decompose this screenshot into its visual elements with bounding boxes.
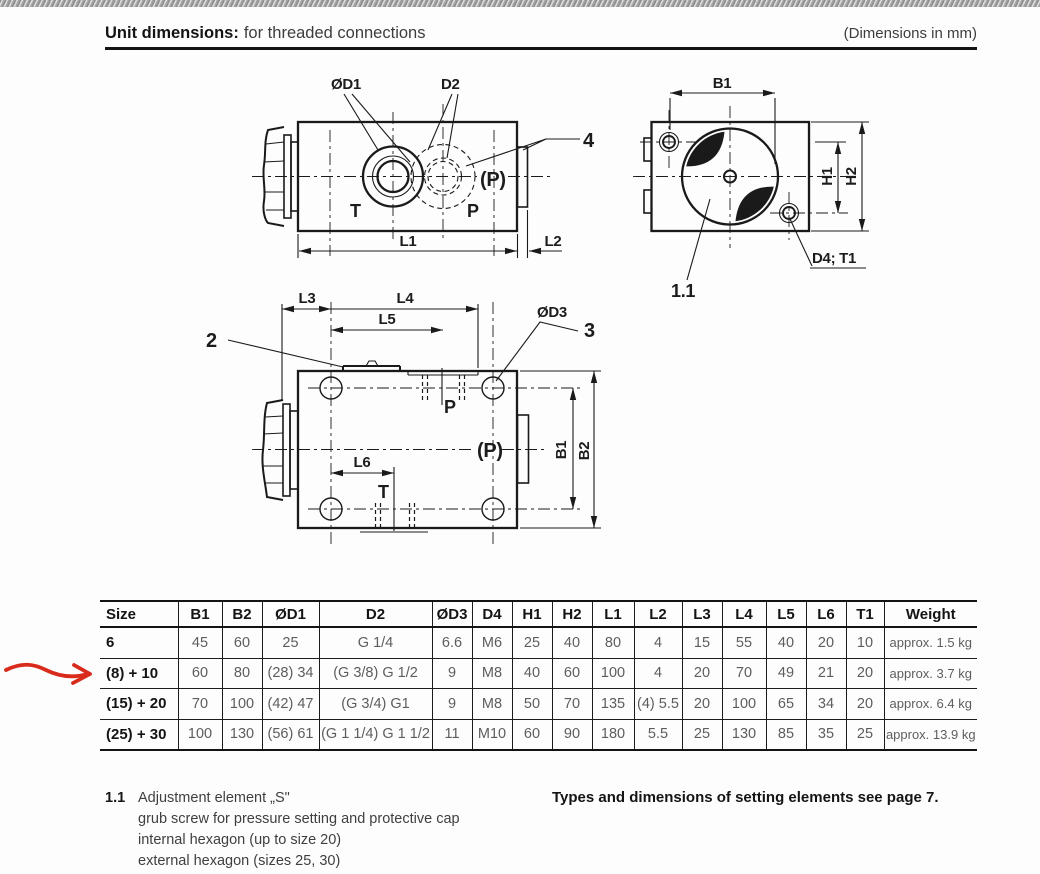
- dimension-lines: [282, 309, 594, 528]
- table-cell: 5.5: [634, 719, 682, 750]
- front-view-drawing: [252, 76, 595, 258]
- table-cell: 21: [806, 658, 846, 689]
- table-cell: 20: [682, 689, 722, 720]
- table-cell: 80: [222, 658, 262, 689]
- column-header: ØD1: [262, 601, 319, 627]
- header-rule: [105, 47, 977, 50]
- label-b1: B1: [553, 440, 570, 460]
- label-l4: L4: [396, 290, 414, 307]
- table-cell: 60: [178, 658, 222, 689]
- centerlines: [252, 302, 580, 548]
- table-cell: 49: [766, 658, 806, 689]
- table-cell: M8: [472, 689, 512, 720]
- label-d2: D2: [441, 76, 460, 93]
- item-3-label: 3: [584, 320, 595, 342]
- label-od1: ØD1: [331, 76, 361, 93]
- column-header: L1: [592, 601, 634, 627]
- table-cell: 25: [262, 627, 319, 658]
- table-cell: (28) 34: [262, 658, 319, 689]
- table-cell: 80: [592, 627, 634, 658]
- setting-elements-note: Types and dimensions of setting elements see page 7.: [552, 789, 939, 806]
- adjustment-knob: [262, 400, 298, 500]
- footnotes: [105, 788, 460, 872]
- port-p-paren-label: (P): [480, 169, 506, 191]
- table-cell: 6.6: [432, 627, 472, 658]
- label-od3: ØD3: [537, 304, 567, 321]
- label-l6: L6: [353, 454, 371, 471]
- table-cell: 100: [722, 689, 766, 720]
- page-header: [105, 24, 977, 46]
- table-cell: 60: [512, 719, 552, 750]
- port-p-label: P: [467, 201, 479, 221]
- port-p-paren-label: (P): [477, 440, 503, 462]
- table-cell: 20: [806, 627, 846, 658]
- table-row-size-6: [100, 627, 977, 658]
- table-cell: 100: [222, 689, 262, 720]
- column-header: L3: [682, 601, 722, 627]
- row-label: (15) + 20: [100, 689, 178, 720]
- table-cell: 100: [592, 658, 634, 689]
- column-header: B1: [178, 601, 222, 627]
- label-l1: L1: [399, 233, 417, 250]
- table-cell: 70: [722, 658, 766, 689]
- footnote-ref: 1.1: [105, 790, 126, 806]
- table-cell: 65: [766, 689, 806, 720]
- table-cell: 4: [634, 627, 682, 658]
- table-cell: approx. 3.7 kg: [884, 658, 977, 689]
- label-b1: B1: [712, 75, 732, 92]
- table-cell: (56) 61: [262, 719, 319, 750]
- item-1-1-label: 1.1: [671, 281, 696, 301]
- table-cell: 4: [634, 658, 682, 689]
- column-header: D4: [472, 601, 512, 627]
- table-cell: 180: [592, 719, 634, 750]
- scan-edge-strip: [0, 0, 1040, 7]
- item-4-label: 4: [583, 130, 594, 152]
- table-cell: 15: [682, 627, 722, 658]
- table-row-size-25-30: [100, 719, 977, 750]
- item-2-label: 2: [206, 330, 217, 352]
- column-header: L2: [634, 601, 682, 627]
- table-cell: (4) 5.5: [634, 689, 682, 720]
- table-cell: 9: [432, 658, 472, 689]
- table-row-size-8-10: [100, 658, 977, 689]
- table-cell: 130: [222, 719, 262, 750]
- label-d4-t1: D4; T1: [812, 250, 857, 267]
- page-title: Unit dimensions:: [105, 24, 239, 42]
- table-cell: 9: [432, 689, 472, 720]
- column-header: B2: [222, 601, 262, 627]
- table-cell: 25: [846, 719, 884, 750]
- column-header: Size: [100, 601, 178, 627]
- label-h1: H1: [819, 167, 836, 186]
- table-header-row: [100, 601, 977, 627]
- table-cell: 45: [178, 627, 222, 658]
- port-t-label: T: [378, 482, 389, 502]
- table-cell: 70: [552, 689, 592, 720]
- column-header: L5: [766, 601, 806, 627]
- table-cell: 25: [512, 627, 552, 658]
- column-header: Weight: [884, 601, 977, 627]
- table-cell: (42) 47: [262, 689, 319, 720]
- leader-lines: [298, 94, 580, 258]
- label-l5: L5: [378, 311, 396, 328]
- label-h2: H2: [843, 167, 860, 186]
- port-t-label: T: [350, 201, 361, 221]
- row-label: 6: [100, 627, 178, 658]
- footnote-line: Adjustment element „S": [138, 790, 290, 806]
- nameplate: [343, 361, 478, 375]
- side-plate: [518, 415, 529, 483]
- table-row-size-15-20: [100, 689, 977, 720]
- table-cell: 90: [552, 719, 592, 750]
- table-cell: 60: [552, 658, 592, 689]
- table-cell: approx. 13.9 kg: [884, 719, 977, 750]
- column-header: T1: [846, 601, 884, 627]
- column-header: L4: [722, 601, 766, 627]
- table-cell: 130: [722, 719, 766, 750]
- table-cell: 50: [512, 689, 552, 720]
- row-label: (25) + 30: [100, 719, 178, 750]
- top-view-drawing: [206, 290, 601, 548]
- label-b2: B2: [576, 441, 593, 461]
- table-cell: 135: [592, 689, 634, 720]
- column-header: D2: [319, 601, 432, 627]
- column-header: ØD3: [432, 601, 472, 627]
- label-l3: L3: [298, 290, 316, 307]
- table-cell: (G 1 1/4) G 1 1/2: [319, 719, 432, 750]
- table-cell: 40: [552, 627, 592, 658]
- row-label: (8) + 10: [100, 658, 178, 689]
- table-cell: 20: [846, 658, 884, 689]
- table-cell: approx. 6.4 kg: [884, 689, 977, 720]
- label-l2: L2: [544, 233, 562, 250]
- table-cell: 10: [846, 627, 884, 658]
- table-cell: 100: [178, 719, 222, 750]
- table-cell: 35: [806, 719, 846, 750]
- table-cell: (G 3/4) G1: [319, 689, 432, 720]
- dimensions-table: [100, 600, 977, 751]
- port-p-label: P: [444, 397, 456, 417]
- table-cell: 85: [766, 719, 806, 750]
- footnote-line: grub screw for pressure setting and protective cap: [138, 811, 460, 827]
- technical-drawings: [206, 55, 1000, 585]
- table-cell: 11: [432, 719, 472, 750]
- table-cell: M8: [472, 658, 512, 689]
- table-cell: 34: [806, 689, 846, 720]
- footnote-line: internal hexagon (up to size 20): [138, 832, 342, 848]
- column-header: H1: [512, 601, 552, 627]
- table-cell: G 1/4: [319, 627, 432, 658]
- end-view-drawing: [633, 75, 869, 301]
- column-header: L6: [806, 601, 846, 627]
- table-cell: 25: [682, 719, 722, 750]
- column-header: H2: [552, 601, 592, 627]
- dimensions-note: (Dimensions in mm): [843, 25, 977, 42]
- table-cell: 40: [766, 627, 806, 658]
- table-cell: approx. 1.5 kg: [884, 627, 977, 658]
- page-subtitle: for threaded connections: [243, 24, 426, 42]
- red-annotation-arrow: [0, 652, 110, 702]
- table-cell: M6: [472, 627, 512, 658]
- table-cell: M10: [472, 719, 512, 750]
- table-cell: 70: [178, 689, 222, 720]
- leader-lines: [687, 199, 866, 280]
- side-plate: [518, 147, 528, 207]
- table-cell: 40: [512, 658, 552, 689]
- table-cell: 20: [682, 658, 722, 689]
- footnote-line: external hexagon (sizes 25, 30): [138, 853, 341, 869]
- table-cell: 60: [222, 627, 262, 658]
- table-cell: (G 3/8) G 1/2: [319, 658, 432, 689]
- table-cell: 55: [722, 627, 766, 658]
- table-cell: 20: [846, 689, 884, 720]
